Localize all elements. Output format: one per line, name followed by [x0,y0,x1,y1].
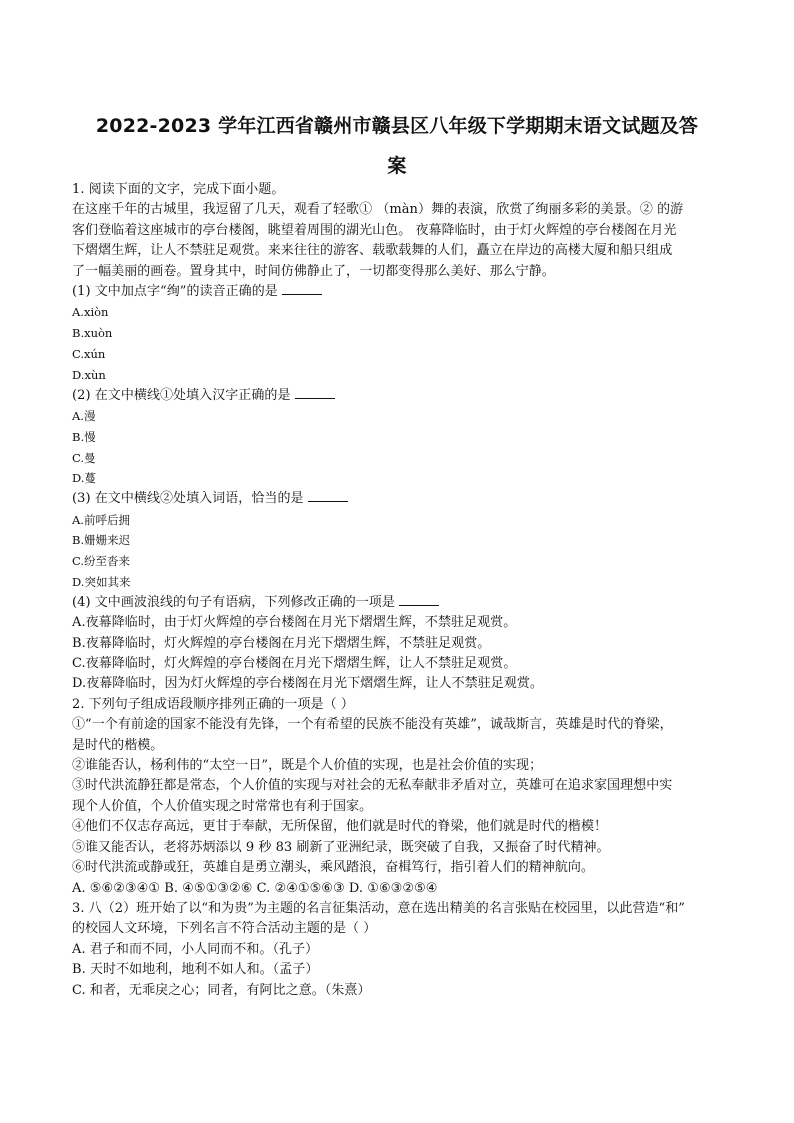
q2-sentence-line: ④他们不仅志存高远，更甘于奉献，无所保留，他们就是时代的脊梁，他们就是时代的楷模！ [72,819,608,835]
q1-sub1-option-c: C.xún [72,347,106,362]
q2-sentence-line: ⑥时代洪流或静或狂，英雄自是勇立潮头，乘风踏浪，奋楫笃行，指引着人们的精神航向。 [72,860,595,876]
q1-passage-line: 客们登临着这座城市的亭台楼阁，眺望着周围的湖光山色。 夜幕降临时，由于灯火辉煌的亭台楼阁在月光 [72,222,677,238]
q1-sub4-stem-text: (4) 文中画波浪线的句子有语病，下列修改正确的一项是 [72,594,395,610]
title-line-2: 案 [387,155,407,177]
title-line-1: 2022-2023 学年江西省赣州市赣县区八年级下学期期末语文试题及答 [95,115,699,137]
q2-options: A. ⑤⑥②③④① B. ④⑤①③②⑥ C. ②④①⑤⑥③ D. ①⑥③②⑤④ [72,880,438,896]
q1-sub4-option-d: D.夜幕降临时，因为灯火辉煌的亭台楼阁在月光下熠熠生辉，让人不禁驻足观赏。 [72,676,543,692]
q2-sentence-line: ①“一个有前途的国家不能没有先锋，一个有希望的民族不能没有英雄”，诚哉斯言，英雄是时代的脊梁， [72,717,673,733]
q2-sentence-line: 是时代的楷模。 [72,737,164,753]
q1-sub4-option-a: A.夜幕降临时，由于灯火辉煌的亭台楼阁在月光下熠熠生辉，不禁驻足观赏。 [72,615,517,631]
q1-sub2-option-c: C.曼 [72,450,96,465]
answer-blank [308,489,348,502]
q1-sub1-option-a: A.xiòn [72,305,109,320]
document-title [40,106,754,186]
q1-sub2-option-d: D.蔓 [72,471,96,486]
q1-sub3-stem [72,489,724,509]
q1-sub2-stem-text: (2) 在文中横线①处填入汉字正确的是 [72,387,291,403]
q1-sub1-option-b: B.xuòn [72,326,113,341]
q1-sub3-stem-text: (3) 在文中横线②处填入词语，恰当的是 [72,491,304,507]
q1-passage-line: 下熠熠生辉，让人不禁驻足观赏。来来往往的游客、载歌载舞的人们，矗立在岸边的高楼大厦和船只组成 [72,243,673,259]
q2-sentence-line: ②谁能否认，杨利伟的“太空一日”，既是个人价值的实现，也是社会价值的实现； [72,758,543,774]
document-body [72,180,724,1001]
q1-passage-line: 在这座千年的古城里，我逗留了几天，观看了轻歌① （màn）舞的表演，欣赏了绚丽多彩的美景。② 的游 [72,202,684,218]
answer-blank [295,386,335,399]
q1-sub3-option-b: B.姗姗来迟 [72,533,131,548]
q1-heading: 1. 阅读下面的文字，完成下面小题。 [72,182,285,197]
q1-sub4-stem [72,593,724,613]
q3-option-b: B. 天时不如地利，地利不如人和。（孟子） [72,962,319,978]
q2-sentence-line: 现个人价值，个人价值实现之时常常也有利于国家。 [72,798,373,814]
q1-sub3-option-c: C.纷至沓来 [72,554,131,569]
q1-passage-line: 了一幅美丽的画卷。置身其中，时间仿佛静止了，一切都变得那么美好、那么宁静。 [72,263,555,279]
q1-sub2-option-a: A.漫 [72,409,96,424]
q1-sub4-option-b: B.夜幕降临时，灯火辉煌的亭台楼阁在月光下熠熠生辉，不禁驻足观赏。 [72,635,491,651]
q2-sentence-line: ⑤谁又能否认，老将苏炳添以 9 秒 83 刷新了亚洲纪录，既突破了自我，又振奋了时代精神。 [72,839,610,855]
answer-blank [282,282,322,295]
q1-sub2-stem [72,386,724,406]
q1-sub3-option-a: A.前呼后拥 [72,512,130,527]
q1-sub3-option-d: D.突如其来 [72,575,131,590]
q2-stem: 2. 下列句子组成语段顺序排列正确的一项是（ ） [72,696,354,712]
q1-sub1-stem-text: (1) 文中加点字“绚”的读音正确的是 [72,284,278,300]
q1-sub4-option-c: C.夜幕降临时，灯火辉煌的亭台楼阁在月光下熠熠生辉，让人不禁驻足观赏。 [72,656,517,672]
q3-option-a: A. 君子和而不同，小人同而不和。（孔子） [72,941,319,957]
answer-blank [399,593,439,606]
q1-sub1-option-d: D.xùn [72,367,106,382]
q1-sub1-stem [72,282,724,302]
q1-sub2-option-b: B.慢 [72,429,96,444]
q3-stem: 的校园人文环境，下列名言不符合活动主题的是（ ） [72,921,377,937]
q2-sentence-line: ③时代洪流静狂都是常态，个人价值的实现与对社会的无私奉献非矛盾对立，英雄可在追求家国理想中实 [72,778,673,794]
q3-option-c: C. 和者，无乖戾之心；同者，有阿比之意。（朱熹） [72,982,371,998]
q3-stem: 3. 八（2）班开始了以“和为贵”为主题的名言征集活动，意在选出精美的名言张贴在校园里，以此营造“和” [72,900,685,916]
